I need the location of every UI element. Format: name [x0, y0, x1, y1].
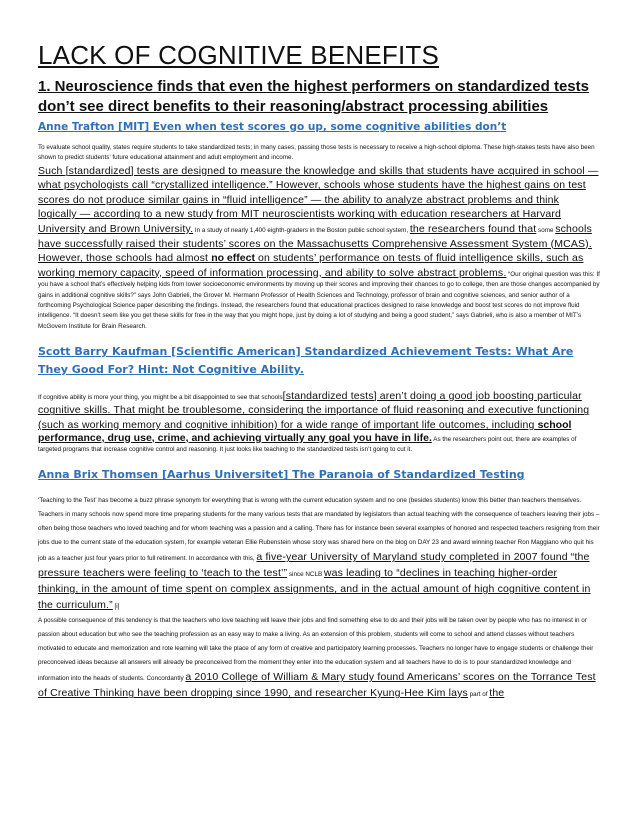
highlighted-text: a five-year University of Maryland study completed in 2007 found “the pressure teachers were feeling to ‘teach to the test’”	[38, 551, 590, 580]
highlighted-text: the researchers found that	[409, 222, 537, 235]
highlighted-text: was leading to “declines in teaching higher-order thinking, in the amount of time spent on complex assignments, and in the actual amount of high cognitive content in the curriculum.”	[38, 567, 591, 612]
highlighted-text: Such [standardized] tests are designed to measure the knowledge and skills that students have acquired in school — what psychologists call “crystallized intelligence.” However, schools whose students have the highest gains on test scores do not produce similar gains in “fluid intelligence” — the ability to analyze abstract problems and think logically — according to a new study from MIT neuroscientists working with education researchers at Harvard University and Brown University.	[38, 164, 599, 235]
highlighted-text: [standardized tests] aren’t doing a good job boosting particular cognitive skills. That might be troublesome, considering the importance of fluid reasoning and executive functioning (such as working memory and cognitive inhibition) for a wide range of important life outcomes, including	[38, 389, 590, 432]
card-text: In a study of nearly 1,400 eighth-graders in the Boston public school system,	[193, 226, 410, 234]
card-text: If cognitive ability is more your thing, you might be a bit disappointed to see that schools	[38, 393, 283, 401]
citation-thomsen[interactable]: Anna Brix Thomsen [Aarhus Universitet] The Paranoia of Standardized Testing	[38, 468, 525, 482]
card-text: [i]	[112, 603, 120, 611]
card-text: To evaluate school quality, states require students to take standardized tests; in many cases, passing those tests is necessary to receive a high-school diploma. These high-stakes tests have also been shown to predict students’ future educational attainment and adult employment and income.	[38, 144, 595, 162]
citation-trafton[interactable]: Anne Trafton [MIT] Even when test scores go up, some cognitive abilities don’t	[38, 121, 507, 133]
highlighted-text: schools have successfully raised their students’ scores on the Massachusetts Comprehensive Assessment System (MCAS). However, those schools had almost	[38, 222, 592, 265]
card-body-thomsen	[38, 494, 600, 702]
card-text: part of	[467, 691, 490, 699]
card-text: “Our original question was this: If you have a school that’s effectively helping kids from lower socioeconomic environments by moving up their scores and improving their chances to go to college, then are those changes accompanied by gains in additional cognitive skills?” says John Gabrieli, the Grover M. Hermann Professor of Health Sciences and Technology, professor of brain and cognitive sciences, and senior author of a forthcoming Psychological Science paper describing the findings. Instead, the researchers found that educational practices designed to raise knowledge and boost test scores do not improve fluid intelligence. “It doesn’t seem like you get these skills for free in the way that you might hope, just by doing a lot of studying and being a good student,” says Gabrieli, who is also a member of MIT’s McGovern Institute for Brain Research.	[38, 270, 600, 330]
highlighted-text: the	[489, 687, 505, 700]
page-title: LACK OF COGNITIVE BENEFITS	[38, 40, 440, 70]
argument-tag: 1. Neuroscience finds that even the highest performers on standardized tests don’t see direct benefits to their reasoning/abstract processing abilities	[38, 78, 589, 115]
card-text: ‘Teaching to the Test’ has become a buzz phrase synonym for everything that is wrong with the current education system and no one (besides students) know this better than teachers themselves. Teachers in many schools now spend more time preparing students for the many various tests that are mandated by legislators than actual teaching with the consequence of teachers leaving their jobs – often being those teachers who loved teaching and for whom teaching was a passion and a calling. There has for instance been several examples of honored and respected teachers resigning from their jobs due to the current state of the education system, for example veteran Ellie Rubenstein whose story was shared here on the blog on DAY 23 and award winning teacher Ron Maggiano who quit his job as a teacher just four years prior to full retirement. In accordance with this,	[38, 497, 600, 563]
card-body-kaufman	[38, 389, 600, 455]
highlighted-text: a 2010 College of William & Mary study found Americans’ scores on the Torrance Test of Creative Thinking have been dropping since 1990, and researcher Kyung-Hee Kim lays	[38, 671, 596, 700]
emphasized-text: school performance, drug use, crime, and achieving virtually any goal you have in life.	[38, 419, 572, 444]
highlighted-text: on students’ performance on tests of fluid intelligence skills, such as working memory capacity, speed of information processing, and ability to solve abstract problems.	[38, 252, 584, 279]
card-text: A possible consequence of this tendency is that the teachers who love teaching will leave their jobs and find something else to do and their jobs will be taken over by people who has no interest in or passion about education but who see the teaching profession as an easy way to make a living. As an extension of this problem, students will come to school and attend classes without teachers motivated to educate and memorization and rote learning will take the place of any form of creative and participatory learning processes. Teachers no longer have to engage students or challenge their preconceived ideas because all answers will already be preconceived from the moment they enter into the education system and all teachers have to do is to pour standardized knowledge and information into the heads of students. Concordantly	[38, 617, 594, 683]
emphasized-text: no effect	[211, 252, 255, 265]
card-body-trafton	[38, 143, 600, 332]
card-text: since NCLB	[287, 571, 324, 579]
citation-kaufman[interactable]: Scott Barry Kaufman [Scientific American] Standardized Achievement Tests: What Are They Good For? Hint: Not Cognitive Ability.	[38, 344, 574, 376]
card-text: As the researchers point out, there are examples of targeted programs that increase cognitive control and reasoning. It just looks like teaching to the standardized tests isn’t going to cut it.	[38, 435, 577, 453]
card-text: some	[536, 226, 556, 234]
